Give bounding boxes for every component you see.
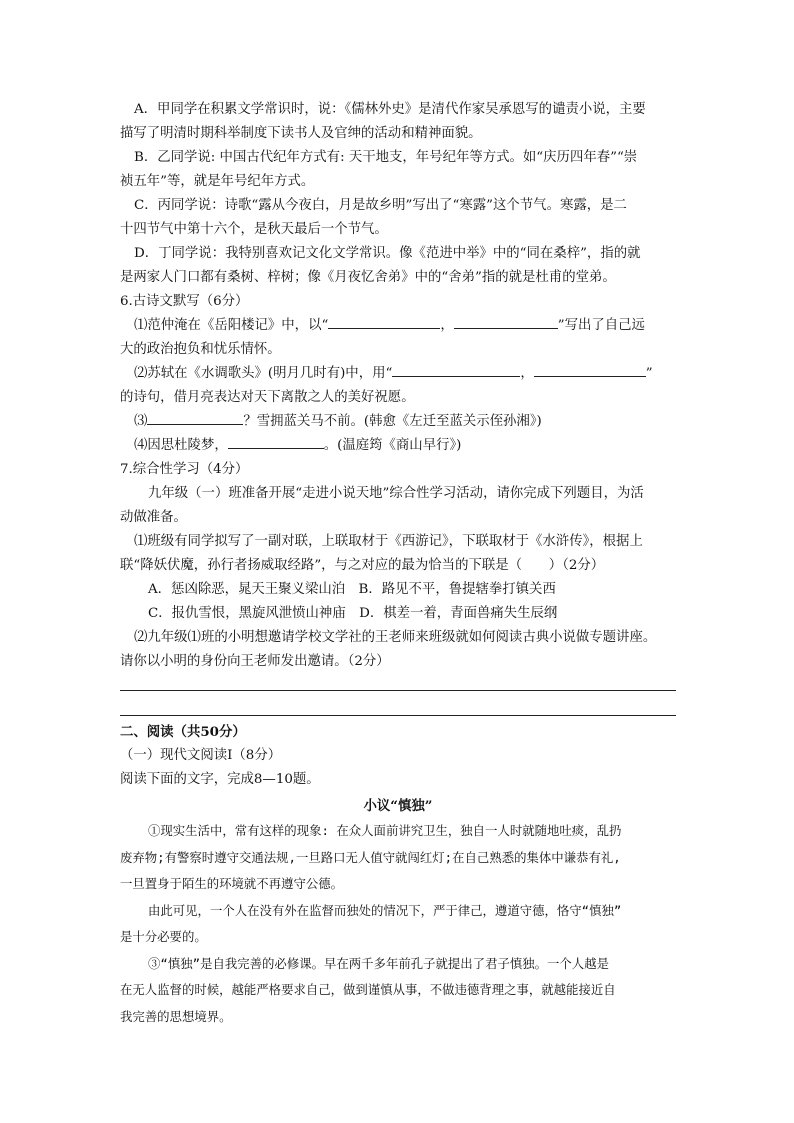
answer-line[interactable] [120,676,676,691]
q6-heading: 6.古诗文默写（6分） [120,294,249,309]
essay-paragraph-2-end: 是十分必要的。 [120,929,207,944]
q6-item-3: ⑶ ？雪拥蓝关马不前。(韩愈《左迁至蓝关示侄孙湘》) [120,410,676,434]
exam-page [120,98,676,1030]
q7-intro: 九年级（一）班准备开展“走进小说天地”综合性学习活动，请你完成下列题目，为活 [148,486,644,501]
option-d-line2: 是两家人门口都有桑树、梓树；像《月夜忆舍弟》中的“舍弟”指的就是杜甫的堂弟。 [120,270,616,285]
q7-part-1-cont: 联“降妖伏魔，孙行者扬威取经路”，与之对应的最为恰当的下联是（ ）（2分） [120,558,605,573]
answer-blank[interactable] [147,410,243,425]
option-a-line2: 描写了明清时期科举制度下读书人及官绅的活动和精神面貌。 [120,126,482,141]
essay-body [120,818,676,1030]
q7-options-ab: A．惩凶除恶，晁天王聚义梁山泊 B．路见不平，鲁提辖拳打镇关西 [148,582,556,597]
option-d-line1: D．丁同学说：我特别喜欢记文化文学常识。像《范进中举》中的“同在桑梓”，指的就 [134,246,641,261]
question-6 [120,290,676,458]
q7-part-2: ⑵九年级⑴班的小明想邀请学校文学社的王老师来班级就如何阅读古典小说做专题讲座。 [134,630,657,645]
subsection-heading: （一）现代文阅读I（8分） [120,748,282,763]
q6-item-4: ⑷因思杜陵梦， 。(温庭筠《商山早行》) [120,434,676,458]
q6-item-2: ⑵苏轼在《水调歌头》(明月几时有)中，用“ ， ” [120,362,676,386]
answer-blank[interactable] [228,434,324,449]
essay-paragraph-3-end: 我完善的思想境界。 [120,1008,232,1024]
q7-part-1: ⑴班级有同学拟写了一副对联，上联取材于《西游记》，下联取材于《水浒传》，根据上 [134,534,643,549]
answer-blank[interactable] [392,362,520,377]
option-c-line2: 十四节气中第十六个，是秋天最后一个节气。 [120,222,388,237]
essay-title: 小议“慎独” [363,798,433,814]
reading-section [120,720,676,1030]
q6-item-1: ⑴范仲淹在《岳阳楼记》中，以“ ， ”写出了自己远 [120,314,676,338]
essay-paragraph-1-cont: 废弃物;有警察时遵守交通法规,一旦路口无人值守就闯红灯;在自己熟悉的集体中谦恭有礼, [120,849,621,865]
option-b-line2: 祯五年”等，就是年号纪年方式。 [120,174,315,189]
q7-part-2-cont: 请你以小明的身份向王老师发出邀请。（2分） [120,654,390,669]
q7-intro-cont: 动做准备。 [120,510,187,525]
answer-blank[interactable] [454,314,558,329]
question-7 [120,458,676,716]
essay-paragraph-3: ③“慎独”是自我完善的必修课。早在两千多年前孔子就提出了君子慎独。一个人越是 [148,955,609,971]
section-heading: 二、阅读（共50分） [120,724,246,740]
q6-item-2-cont: 的诗句，借月亮表达对天下离散之人的美好祝愿。 [120,390,415,405]
q7-heading: 7.综合性学习（4分） [120,462,249,477]
option-a-line1: A．甲同学在积累文学常识时，说：《儒林外史》是清代作家吴承恩写的谴责小说，主要 [134,102,646,117]
q7-options-cd: C．报仇雪恨，黑旋风泄愤山神庙 D．棋差一着，青面兽痛失生辰纲 [148,606,558,621]
answer-blank[interactable] [328,314,440,329]
option-b-line1: B．乙同学说: 中国古代纪年方式有: 天干地支，年号纪年等方式。如“庆历四年春”“崇 [134,150,638,165]
reading-instruction: 阅读下面的文字，完成8—10题。 [120,772,320,787]
essay-paragraph-2: 由此可见，一个人在没有外在监督而独处的情况下，严于律己，遵道守德，恪守“慎独” [148,902,622,918]
option-c-line1: C．丙同学说：诗歌“露从今夜白，月是故乡明”写出了“寒露”这个节气。寒露，是二 [134,198,627,213]
answer-line[interactable] [120,701,676,716]
question-5-options [120,98,676,290]
essay-paragraph-3-cont: 在无人监督的时候，越能严格要求自己，做到谨慎从事，不做违德背理之事，就越能接近自 [120,982,616,997]
essay-paragraph-1: ①现实生活中，常有这样的现象: 在众人面前讲究卫生，独自一人时就随地吐痰，乱扔 [148,823,622,838]
q6-item-1-cont: 大的政治抱负和忧乐情怀。 [120,342,281,357]
answer-blank[interactable] [534,362,646,377]
essay-paragraph-1-end: 一旦置身于陌生的环境就不再遵守公德。 [120,876,344,891]
